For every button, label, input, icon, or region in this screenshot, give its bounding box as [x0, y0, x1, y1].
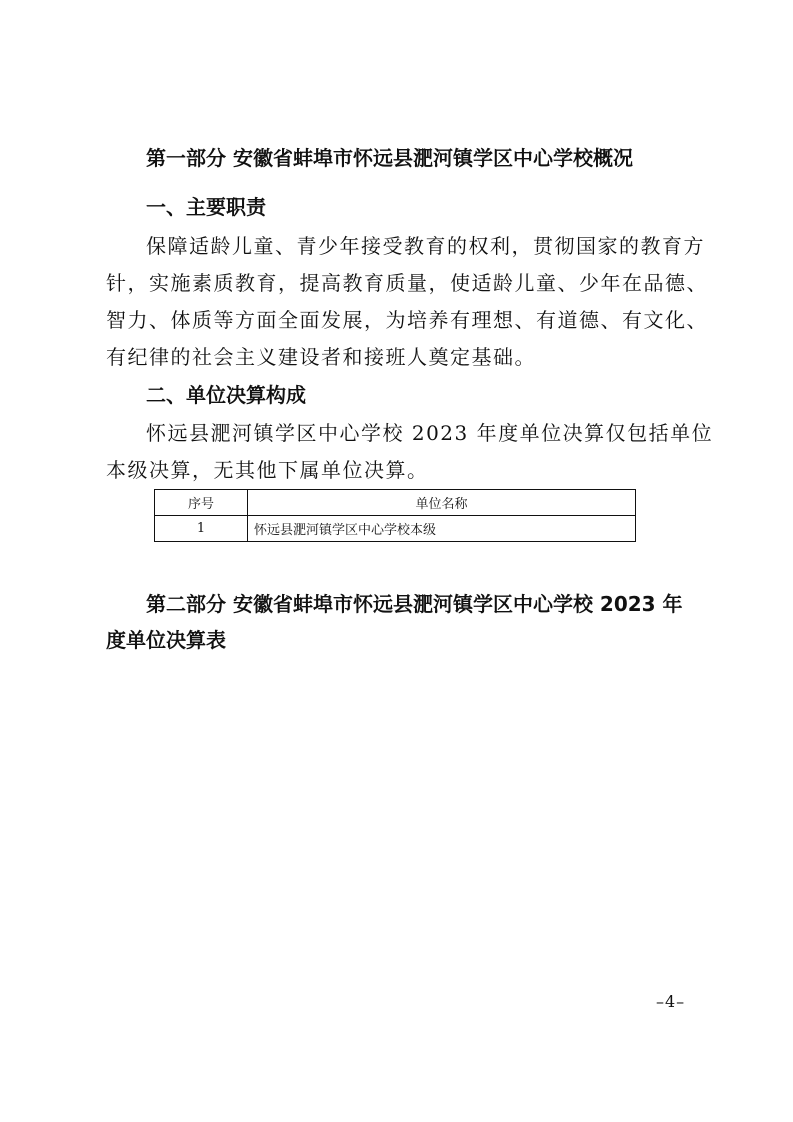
- table-header-row: [155, 490, 636, 516]
- part2-title-line-2: 度单位决算表: [106, 628, 226, 652]
- page-number: –4–: [656, 992, 686, 1011]
- table-header-index: 序号: [155, 490, 248, 516]
- section2-heading: 二、单位决算构成: [146, 383, 306, 407]
- section1-line-2: 针，实施素质教育，提高教育质量，使适龄儿童、少年在品德、: [106, 271, 708, 295]
- table-header-unit-name: 单位名称: [248, 490, 636, 516]
- table-cell-unit-name: 怀远县淝河镇学区中心学校本级: [248, 516, 636, 542]
- section2-line-2: 本级决算，无其他下属单位决算。: [106, 458, 429, 482]
- section1-line-3: 智力、体质等方面全面发展，为培养有理想、有道德、有文化、: [106, 308, 708, 332]
- section1-line-4: 有纪律的社会主义建设者和接班人奠定基础。: [106, 345, 536, 369]
- section1-line-1: 保障适龄儿童、青少年接受教育的权利，贯彻国家的教育方: [146, 234, 705, 258]
- section1-heading: 一、主要职责: [146, 195, 266, 219]
- part1-title: 第一部分 安徽省蚌埠市怀远县淝河镇学区中心学校概况: [146, 146, 633, 170]
- table-row: [155, 516, 636, 542]
- unit-table: [154, 489, 636, 542]
- table-cell-index: 1: [155, 516, 248, 542]
- section2-line-1: 怀远县淝河镇学区中心学校 2023 年度单位决算仅包括单位: [146, 421, 714, 445]
- part2-title-line-1: 第二部分 安徽省蚌埠市怀远县淝河镇学区中心学校 2023 年: [146, 592, 683, 616]
